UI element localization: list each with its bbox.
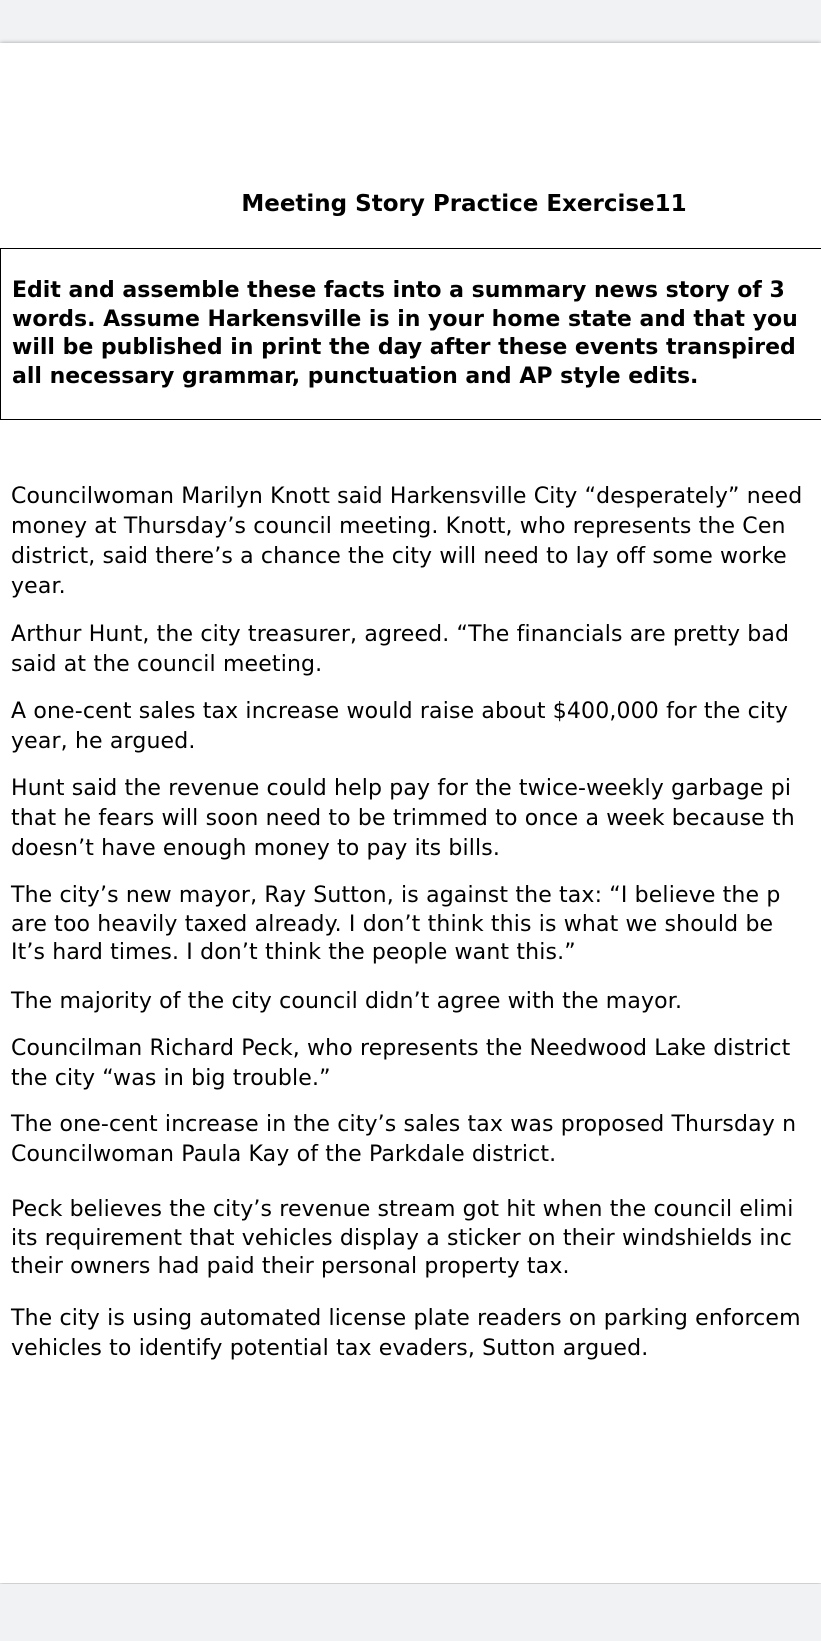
document-title: Meeting Story Practice Exercise11 [241,191,687,217]
paragraph-sales-tax [11,697,788,757]
paragraph-line: It’s hard times. I don’t think the people want this.” [11,940,576,965]
paragraph-line: The city is using automated license plate readers on parking enforcem [11,1306,801,1331]
paragraph-line: are too heavily taxed already. I don’t think this is what we should be [11,911,774,937]
viewer-bottom-background [0,1584,821,1641]
paragraph-peck [11,1034,790,1094]
paragraph-line: the city “was in big trouble.” [11,1066,331,1091]
paragraph-mayor [11,882,780,968]
paragraph-line: their owners had paid their personal property tax. [11,1254,570,1279]
instructions-line: all necessary grammar, punctuation and AP style edits. [12,363,699,389]
paragraph-proposal [11,1110,796,1170]
viewer-top-background [0,0,821,42]
paragraph-line: money at Thursday’s council meeting. Knott, who represents the Cen [11,514,786,539]
instructions-line: Edit and assemble these facts into a summary news story of 3 [12,278,785,303]
paragraph-license-plates [11,1304,801,1364]
paragraph-line: Peck believes the city’s revenue stream got hit when the council elimi [11,1197,794,1222]
instructions-line: words. Assume Harkensville is in your home state and that you [12,306,798,332]
paragraph-line: said at the council meeting. [11,652,323,677]
paragraph-knott [11,482,802,602]
paragraph-line: Councilwoman Marilyn Knott said Harkensville City “desperately” need [11,484,803,509]
paragraph-line: doesn’t have enough money to pay its bills. [11,836,501,861]
paragraph-line: year. [11,574,66,599]
paragraph-line: Hunt said the revenue could help pay for the twice-weekly garbage pi [11,776,792,801]
instructions-line: will be published in print the day after these events transpired [12,335,796,360]
paragraph-majority [11,987,682,1017]
paragraph-line: its requirement that vehicles display a sticker on their windshields inc [11,1225,793,1251]
paragraph-line: year, he argued. [11,729,196,754]
paragraph-line: Councilwoman Paula Kay of the Parkdale district. [11,1142,557,1167]
paragraph-line: Arthur Hunt, the city treasurer, agreed. “The financials are pretty bad [11,622,790,647]
paragraph-line: The city’s new mayor, Ray Sutton, is against the tax: “I believe the p [11,883,781,908]
paragraph-garbage [11,774,795,864]
document-page [0,43,821,1583]
paragraph-revenue-stream [11,1196,793,1282]
paragraph-line: district, said there’s a chance the city will need to lay off some worke [11,544,787,569]
paragraph-line: vehicles to identify potential tax evaders, Sutton argued. [11,1336,649,1361]
paragraph-line: Councilman Richard Peck, who represents the Needwood Lake district [11,1036,791,1061]
paragraph-line: The one-cent increase in the city’s sales tax was proposed Thursday n [11,1112,797,1137]
paragraph-line: that he fears will soon need to be trimmed to once a week because th [11,806,795,831]
instructions-box [0,248,821,420]
paragraph-line: The majority of the city council didn’t agree with the mayor. [11,989,683,1014]
paragraph-line: A one-cent sales tax increase would raise about $400,000 for the city [11,699,789,724]
paragraph-hunt-agreed [11,620,789,680]
